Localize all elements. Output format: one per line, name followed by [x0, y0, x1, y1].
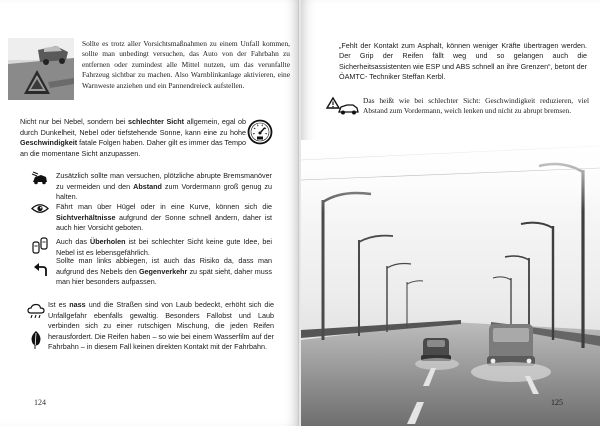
wet-leaves-paragraph: Ist es nass und die Straßen sind von Laub bedeckt, erhöht sich die Unfallgefahr ebenfalls gewaltig. Besonders Fallobst und Laub verbinden sich zu einer rutschigen Mischung, die jeden Reifen herausfordert. Die Reifen haben – so wie bei einem Wasserfilm auf der Fahrbahn – in diesem Fall keinen direkten Kontakt mit der Fahrbahn.: [48, 300, 274, 352]
fog-paragraph: Nicht nur bei Nebel, sondern bei schlechter Sicht allgemein, egal ob durch Dunkelheit, Nebel oder tiefstehende Sonne, kann eine zu hohe Geschwindigkeit fatale Folgen haben. Daher gilt es immer das Tempo an die momentane Sicht anzupassen.: [20, 117, 246, 158]
intro-paragraph: Sollte es trotz aller Vorsichtsmaßnahmen zu einem Unfall kommen, sollte man unbedingt versuchen, das Auto von der Fahrbahn zu entfernen oder zumindest alle Mittel nutzen, um das verunfallte Fahrzeug sichtbar zu machen. Also Warnblinkanlage aktivieren, eine Warnweste anziehen und ein Pannendreieck aufstellen.: [82, 39, 290, 90]
left-page: [0, 0, 299, 426]
overtake-icon: [32, 237, 48, 255]
speedometer-icon: [247, 119, 273, 145]
brake-car-icon: [31, 171, 49, 185]
overtake-paragraph: Auch das Überholen ist bei schlechter Sicht keine gute Idee, bei Nebel ist es lebensgefährlich.: [56, 237, 272, 257]
reduce-speed-tip: Das heißt wie bei schlechter Sicht: Geschwindigkeit reduzieren, viel Abstand zum Vordermann, weich lenken und nicht zu abrupt bremsen.: [363, 96, 589, 116]
page-number-left: 124: [34, 398, 46, 407]
car-warning-icon: [325, 96, 359, 116]
visibility-paragraph: Fährt man über Hügel oder in eine Kurve, können sich die Sichtverhältnisse aufgrund der Sonne schnell ändern, daher ist auch hier Vorsicht geboten.: [56, 202, 272, 233]
warning-triangle-crash-photo: [8, 38, 74, 100]
foggy-highway-photo: [301, 140, 600, 426]
turn-left-paragraph: Sollte man links abbiegen, ist auch das Risiko da, dass man aufgrund des Nebels den Gegenverkehr zu spät sieht, daher muss man hier besonders aufpassen.: [56, 256, 272, 287]
turn-left-arrow-icon: [33, 262, 48, 277]
quote-paragraph: „Fehlt der Kontakt zum Asphalt, können weniger Kräfte übertragen werden. Der Grip der Reifen fällt weg und so gelangen auch die Sicherheitsassistenten wie ESP und ABS schnell an ihre Grenzen“, betont der ÖAMTC- Techniker Steffan Kerbl.: [339, 41, 587, 82]
brake-paragraph: Zusätzlich sollte man versuchen, plötzliche abrupte Bremsmanöver zu vermeiden und den Abstand zum Vordermann groß genug zu halten.: [56, 171, 273, 202]
eye-icon: [31, 203, 49, 214]
page-number-right: 125: [551, 398, 563, 407]
rain-cloud-icon: [27, 303, 45, 321]
leaf-icon: [29, 330, 43, 350]
right-page: [301, 0, 600, 426]
